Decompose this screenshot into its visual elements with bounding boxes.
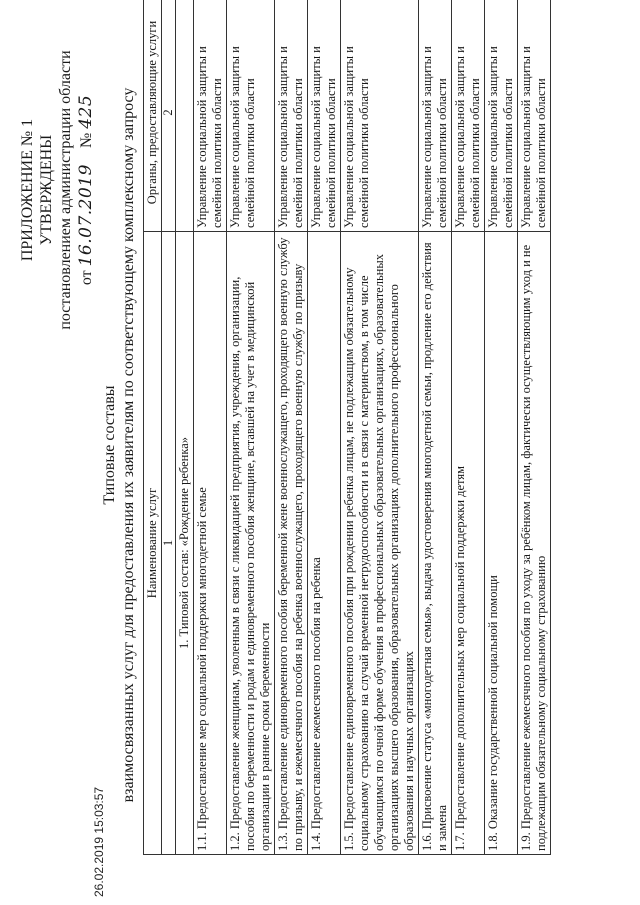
table-row (518, 0, 551, 855)
table-row (341, 0, 419, 855)
table-row (452, 0, 485, 855)
agency-cell: Управление социальной защиты и семейной политики области (452, 0, 485, 231)
date-number-line (77, 30, 96, 350)
title-line-1: Типовые составы (101, 385, 118, 505)
agency-cell: Управление социальной защиты и семейной политики области (485, 0, 518, 231)
agency-cell: Управление социальной защиты и семейной политики области (275, 0, 308, 231)
service-cell: 1.4. Предоставление ежемесячного пособия на ребенка (308, 231, 341, 854)
number-value: 425 (76, 94, 96, 129)
colnum-2: 2 (162, 0, 176, 231)
appendix-label: ПРИЛОЖЕНИЕ № 1 (19, 118, 36, 262)
print-timestamp: 26.02.2019 15:03:57 (92, 786, 106, 897)
header-agencies: Органы, предоставляющие услуги (144, 0, 162, 231)
service-cell: 1.1. Предоставление мер социальной поддержки многодетной семье (194, 231, 227, 854)
service-cell: 1.2. Предоставление женщинам, уволенным в связи с ликвидацией предприятия, учреждения, организации, пособия по беременности и родам и единовременного пособия женщине, вставшей на учет в медицинской организации в ранние сроки беременности (227, 231, 275, 854)
date-prefix: от (78, 270, 95, 286)
table-colnum-row (162, 0, 176, 855)
number-prefix: № (78, 132, 95, 149)
date-value: 16.07.2019 (76, 164, 96, 267)
agency-cell: Управление социальной защиты и семейной политики области (419, 0, 452, 231)
approval-block (18, 30, 96, 350)
agency-cell: Управление социальной защиты и семейной политики области (341, 0, 419, 231)
service-cell: 1.7. Предоставление дополнительных мер социальной поддержки детям (452, 231, 485, 854)
resolution-label: постановлением администрации области (57, 50, 74, 330)
table-row (308, 0, 341, 855)
section-title: 1. Типовой состав: «Рождение ребенка» (176, 231, 194, 854)
table-row (227, 0, 275, 855)
service-cell: 1.3. Предоставление единовременного пособия беременной жене военнослужащего, проходящего военную службу по призыву, и ежемесячного пособия на ребенка военнослужащего, проходящего военную службу по призыву (275, 231, 308, 854)
approved-label: УТВЕРЖДЕНЫ (38, 134, 55, 246)
document-title (100, 75, 138, 815)
service-cell: 1.9. Предоставление ежемесячного пособия по уходу за ребёнком лицам, фактически осуществляющим уход и не подлежащим обязательному социальному страхованию (518, 231, 551, 854)
table-header-row (144, 0, 162, 855)
table-row (419, 0, 452, 855)
section-row (176, 0, 194, 855)
agency-cell: Управление социальной защиты и семейной политики области (308, 0, 341, 231)
table-row (485, 0, 518, 855)
services-table (143, 0, 551, 855)
colnum-1: 1 (162, 231, 176, 854)
agency-cell: Управление социальной защиты и семейной политики области (194, 0, 227, 231)
title-line-2: взаимосвязанных услуг для предоставления их заявителям по соответствующему комплексному запросу (120, 87, 137, 803)
header-services: Наименование услуг (144, 231, 162, 854)
table-row (275, 0, 308, 855)
service-cell: 1.8. Оказание государственной социальной помощи (485, 231, 518, 854)
agency-cell: Управление социальной защиты и семейной политики области (518, 0, 551, 231)
agency-cell: Управление социальной защиты и семейной политики области (227, 0, 275, 231)
table-row (194, 0, 227, 855)
section-empty-cell (176, 0, 194, 231)
service-cell: 1.5. Предоставление единовременного пособия при рождении ребенка лицам, не подлежащим обязательному социальному страхованию на случай временной нетрудоспособности и в связи с материнством, в том числе обучающимся по очной форме обучения в профессиональных образовательных организациях, образовательных организациях высшего образования, образовательных организациях дополнительного профессионального образования и научных организациях (341, 231, 419, 854)
service-cell: 1.6. Присвоение статуса «многодетная семья», выдача удостоверения многодетной семьи, продление его действия и замена (419, 231, 452, 854)
